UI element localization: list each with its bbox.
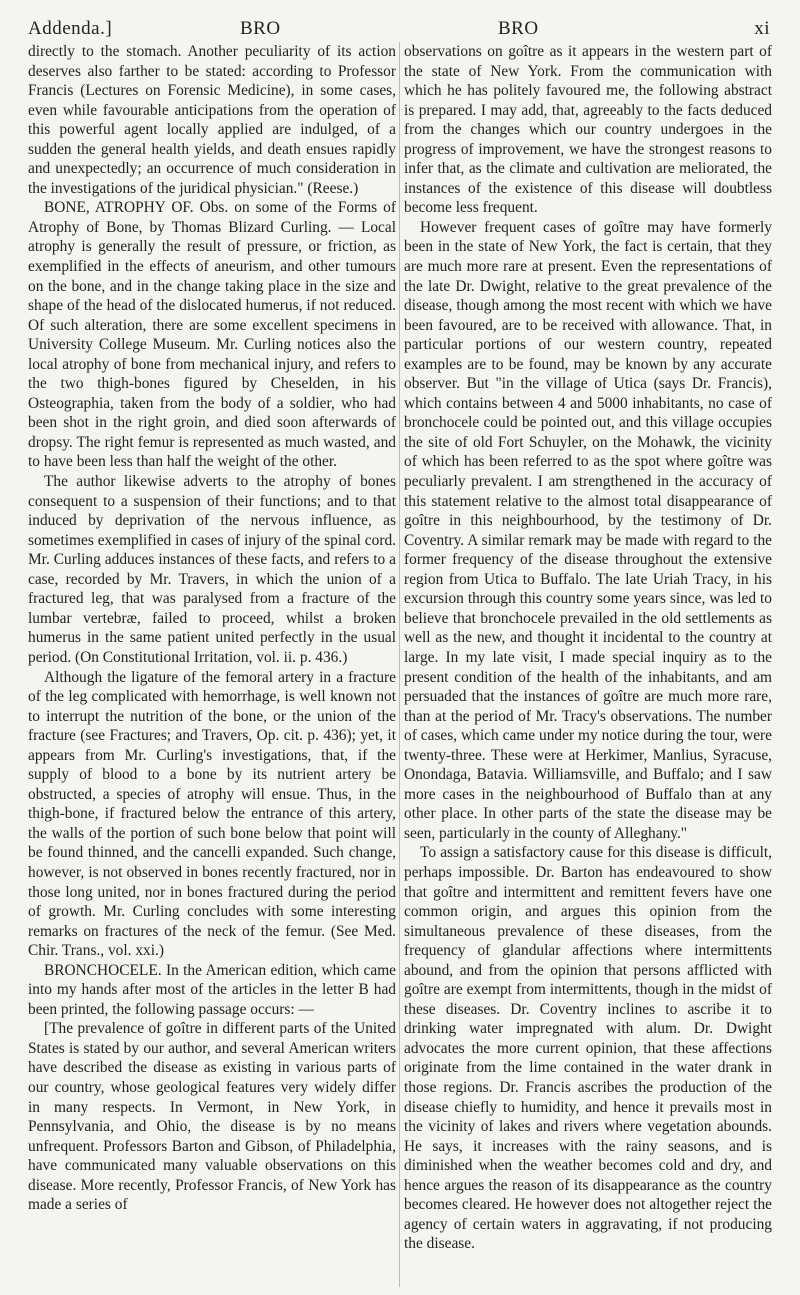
page-number: xi xyxy=(754,18,770,39)
column-divider xyxy=(399,42,400,1287)
entry-bronchocele: BRONCHOCELE. In the American edition, which came into my hands after most of the articles in the letter B had been printed, the following passage occurs: — xyxy=(28,961,396,1018)
paragraph: [The prevalence of goître in different parts of the United States is stated by our author, and several American writers have described the disease as existing in various parts of our country, whose geological features very widely differ in many respects. In Vermont, in New York, in Pennsylvania, and Ohio, the disease is by no means unfrequent. Professors Barton and Gibson, of Philadelphia, have communicated many valuable observations on this disease. More recently, Professor Francis, of New York has made a series of xyxy=(28,1020,396,1214)
paragraph: However frequent cases of goître may have formerly been in the state of New York, the fact is certain, that they are much more rare at present. Even the representations of the late Dr. Dwight, relative to the great prevalence of the disease, though among the most recent with which we have been favoured, are to be received with allowance. That, in particular portions of our western country, repeated examples are to be found, may be known by any accurate observer. But "in the village of Utica (says Dr. Francis), which contains between 4 and 5000 inhabitants, no case of bronchocele could be pointed out, and this village occupies the site of old Fort Schuyler, on the Mohawk, the vicinity of which has been referred to as the spot where goître was peculiarly prevalent. I am strengthened in the accuracy of this statement relative to the almost total disappearance of goître in this neighbourhood, by the testimony of Dr. Coventry. A similar remark may be made with regard to the former frequency of the disease throughout the extensive region from Utica to Buffalo. The late Uriah Tracy, in his excursion through this country some years since, was led to believe that bronchocele prevailed in the old settlements as well as the new, and thought it incidental to the country at large. In my late visit, I made special inquiry as to the present condition of the health of the inhabitants, and am persuaded that the instances of goître are much more rare, than at the period of Mr. Tracy's observations. The number of cases, which came under my notice during the tour, were twenty-three. These were at Herkimer, Manlius, Syracuse, Onondaga, Batavia. Williamsville, and Buffalo; and I saw more cases in the neighbourhood of Buffalo than at any other place. In other parts of the state the disease may be seen, particularly in the county of Alleghany." xyxy=(404,218,772,842)
left-column xyxy=(28,42,396,1287)
header-section-label: Addenda.] xyxy=(28,18,113,39)
header-guide-word-right: BRO xyxy=(498,18,539,39)
paragraph: directly to the stomach. Another peculiarity of its action deserves also farther to be stated: according to Professor Francis (Lectures on Forensic Medicine), in some cases, even while favourable anticipations from the operation of this powerful agent locally applied are indulged, of a sudden the general health yields, and death ensues rapidly and unexpectedly; an occurrence of much consideration in the investigations of the juridical physician." (Reese.) xyxy=(28,43,396,197)
running-header xyxy=(28,10,770,44)
paragraph: The author likewise adverts to the atrophy of bones consequent to a suspension of their functions; and to that induced by deprivation of the nervous influence, as sometimes exemplified in cases of injury of the spinal cord. Mr. Curling adduces instances of these facts, and refers to a case, recorded by Mr. Travers, in which the union of a fractured leg, that was paralysed from a fracture of the lumbar vertebræ, failed to proceed, whilst a broken humerus in the same patient united perfectly in the usual period. (On Constitutional Irritation, vol. ii. p. 436.) xyxy=(28,473,396,666)
right-column xyxy=(404,42,772,1287)
header-guide-word-left: BRO xyxy=(240,18,281,39)
paragraph: To assign a satisfactory cause for this disease is difficult, perhaps impossible. Dr. Barton has endeavoured to show that goître and intermittent and remittent fevers have one common origin, and argues this opinion from the simultaneous prevalence of these diseases, from the frequency of glandular affections where intermittents abound, and from the opinion that persons afflicted with goître are exempt from intermittents, though in the midst of these diseases. Dr. Coventry inclines to ascribe it to drinking water impregnated with alum. Dr. Dwight advocates the more current opinion, that these affections originate from the lime contained in the water drank in those regions. Dr. Francis ascribes the production of the disease chiefly to humidity, and hence it prevails most in the vicinity of lakes and rivers where vegetation abounds. He says, it increases with the rainy seasons, and is diminished when the weather becomes cold and dry, and hence argues the reason of its disappearance as the country becomes cleared. He however does not altogether reject the agency of certain waters in aggravating, if not producing the disease. xyxy=(404,844,772,1253)
paragraph: Although the ligature of the femoral artery in a fracture of the leg complicated with hemorrhage, is well known not to interrupt the nutrition of the bone, or the union of the fracture (see Fractures; and Travers, Op. cit. p. 436); yet, it appears from Mr. Curling's investigations, that, if the supply of blood to a bone by its nutrient artery be obstructed, a species of atrophy will ensue. Thus, in the thigh-bone, if fractured below the entrance of this artery, the walls of the portion of such bone below that point will be found thinned, and the cancelli expanded. Such change, however, is not observed in bones recently fractured, nor in those long united, nor in bones fractured during the period of growth. Mr. Curling concludes with some interesting remarks on fractures of the neck of the femur. (See Med. Chir. Trans., vol. xxi.) xyxy=(28,668,396,960)
paragraph: observations on goître as it appears in the western part of the state of New York. From the communication with which he has politely favoured me, the following abstract is prepared. I may add, that, agreeably to the facts deduced from the changes which our country undergoes in the progress of improvement, we have the strongest reasons to infer that, as the climate and cultivation are meliorated, the instances of the existence of this disease will doubtless become less frequent. xyxy=(404,43,772,217)
entry-bone-atrophy: BONE, ATROPHY OF. Obs. on some of the Forms of Atrophy of Bone, by Thomas Blizard Curling. — Local atrophy is generally the result of pressure, or friction, as exemplified in the effects of aneurism, and other tumours on the bone, and in the change taking place in the size and shape of the head of the dislocated humerus, if not reduced. Of such alteration, there are some excellent specimens in University College Museum. Mr. Curling notices also the local atrophy of bone from mechanical injury, and refers to the two thigh-bones figured by Cheselden, in his Osteographia, taken from the body of a soldier, who had been shot in the right groin, and died soon afterwards of dropsy. The right femur is represented as much wasted, and to have been less than half the weight of the other. xyxy=(28,199,396,471)
